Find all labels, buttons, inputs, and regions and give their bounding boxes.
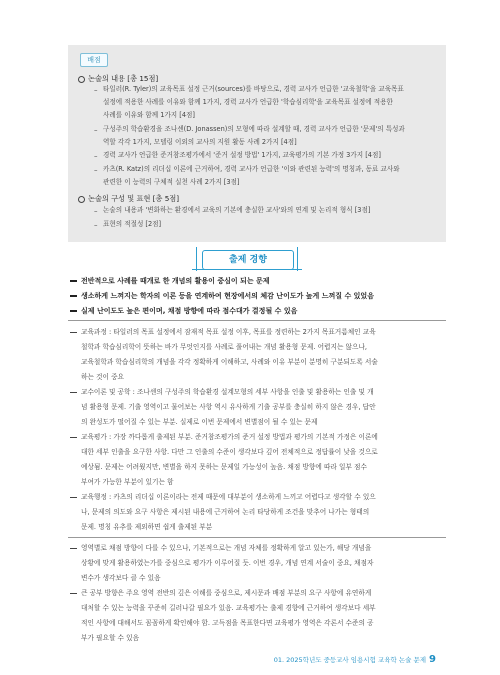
circle-bullet-icon: [78, 196, 85, 203]
score-item: 타일러(R. Tyler)의 교육목표 설정 근거(sources)를 바탕으로, 경력 교사가 언급한 '교육철학'을 교육목표: [103, 85, 404, 93]
analysis-evaluation: 교육평가 : 가장 까다롭게 출제된 부분. 준거참조평가의 준거 설정 방법과 평가의 기본적 가정은 이론에 대한 세부 인출을 요구한 사항. 다만 그 인출의 수준이 생각보다 깊어 전체적으로 정답률이 낮을 것으로 예상됨. 문제는 어려웠지만, 변별을 하지 못하는 문제일 가능성이 높음. 채점 방향에 따라 일부 점수 부여가 가능한 부분이 있기는 함: [70, 430, 438, 490]
page-footer: [274, 654, 436, 665]
score-item: 표현의 적절성 [2점]: [103, 220, 162, 228]
section-content-title: 논술의 내용 [총 15점]: [78, 74, 158, 84]
score-item: 구성주의 학습환경을 조나센(D. Jonassen)의 모형에 따라 설계할 때, 경력 교사가 언급한 '문제'의 특성과: [103, 125, 405, 133]
trend-badge: [192, 250, 302, 268]
note-scoring: 영역별로 채점 방향이 다를 수 있으나, 기본적으로는 개념 자체를 정확하게 알고 있는가, 해당 개념을 상황에 맞게 활용하였는가를 중심으로 평가가 이루어질 듯. 이번 경우, 개념 연계 서술이 중요, 채점자 변수가 생각보다 클 수 있음: [70, 541, 438, 586]
note-study: 큰 공부 방향은 주요 영역 전반의 깊은 이해를 중심으로, 제시문과 배점 부분의 요구 사항에 유연하게 대처할 수 있는 능력을 꾸준히 길러나갈 필요가 있음. 교육평가는 출제 경향에 근거하여 생각보다 세부 적인 사항에 대해서도 꼼꼼하게 확인해야 함. 고득점을 목표한다면 교육평가 영역은 각론서 수준의 공 부가 필요할 수 있음: [70, 586, 438, 646]
trend-badge-label: 출제 경향: [202, 250, 294, 270]
score-item: 경력 교사가 언급한 준거참조평가에서 '준거 설정 방법' 1가지, 교육평가의 기본 가정 3가지 [4점]: [103, 151, 381, 159]
score-item: 관련한 이 능력의 구체적 실천 사례 2가지 [3점]: [103, 178, 240, 186]
score-tag: 배점: [80, 53, 108, 67]
page: 배점 논술의 내용 [총 15점] – 타일러(R. Tyler)의 교육목표 설정 근거(sources)를 바탕으로, 경력 교사가 언급한 '교육철학'을 교육목표 설정에 적용한 사례를 이유와 함께 1가지, 경력 교사가 언급한 '학습심리학'을 교육목표 설정에 적용한 사례를 이유와 함께 1가지 [4점] – 구성주의 학습환경을 조나센(D. Jonassen)의 모형에 따라 설계할 때, 경력 교사가 언급한 '문제'의 특성과 역할 각각 1가지, 모델링 이외의 교사의 지원 활동 사례 2가지 [4점] – 경력 교사가 언급한 준거참조평가에서 '준거 설정 방법' 1가지, 교육평가의 기본 가정 3가지 [4점] – 카츠(R. Katz)의 리더십 이론에 근거하여, 경력 교사가 언급한 '이와 관련된 능력'의 명칭과, 동료 교사와 관련한 이 능력의 구체적 실천 사례 2가지 [3점] 논술의 구성 및 표현 [총 5점] – 논술의 내용과 '변화하는 환경에서 교육의 기본에 충실한 교사'와의 연계 및 논리적 형식 [3점] – 표현의 적절성 [2점] 출제 경향 전반적으로 사례를 때개로 한 개념의 활용이 중심이 되는 문제 생소하게 느껴지는 학자의 이론 등을 연계하여 현장에서의 체감 난이도가 높게 느껴질 수 있었음 실제 난이도도 높은 편이며, 채점 방향에 따라 점수대가 결정될 수 있음 교육과정 : 타일러의 목표 설정에서 잠재적 목표 설정 이후, 목표를 정련하는 2가지 목표거름체인 교육 철학과 학습심리학이 뜻하는 바가 무엇인지를 사례로 풀어내는 개념 활용형 문제. 어렵지는 않으나, 교육철학과 학습심리학의 개념을 각각 정확하게 이해하고, 사례와 이유 부분이 분명히 구분되도록 서술 하는 것이 중요 교수이론 및 공학 : 조나센의 구성주의 학습환경 설계모형의 세부 사항을 인출 및 활용하는 인출 및 개 념 활용형 문제. 기출 영역이고 물어보는 사항 역시 유사하게 기출 공부를 충실히 하지 않은 경우, 답안 의 완성도가 떨어질 수 있는 부분. 실제로 이번 문제에서 변별점이 될 수 있는 문제 교육평가 : 가장 까다롭게 출제된 부분. 준거참조평가의 준거 설정 방법과 평가의 기본적 가정은 이론에 대한 세부 인출을 요구한 사항. 다만 그 인출의 수준이 생각보다 깊어 전체적으로 정답률이 낮을 것으로 예상됨. 문제는 어려웠지만, 변별을 하지 못하는 문제일 가능성이 높음. 채점 방향에 따라 일부 점수 부여가 가능한 부분이 있기는 함 교육행정 : 카츠의 리더십 이론이라는 전제 때문에 대부분이 생소하게 느끼고 어렵다고 생각할 수 있으 나, 문제의 의도와 요구 사항은 제시된 내용에 근거하여 논리 타당하게 조건을 맞추어 나가는 형태의 문제. 명칭 유추를 제외하면 쉽게 출제된 부분 영역별로 채점 방향이 다를 수 있으나, 기본적으로는 개념 자체를 정확하게 알고 있는가, 해당 개념을 상황에 맞게 활용하였는가를 중심으로 평가가 이루어질 듯. 이번 경우, 개념 연계 서술이 중요, 채점자 변수가 생각보다 클 수 있음 큰 공부 방향은 주요 영역 전반의 깊은 이해를 중심으로, 제시문과 배점 부분의 요구 사항에 유연하게 대처할 수 있는 능력을 꾸준히 길러나갈 필요가 있음. 교육평가는 출제 경향에 근거하여 생각보다 세부 적인 사항에 대해서도 꼼꼼하게 확인해야 함. 고득점을 목표한다면 교육평가 영역은 각론서 수준의 공 부가 필요할 수 있음 01. 2025학년도 중등교사 임용시험 교육학 논술 문제 9: [0, 0, 500, 675]
section-form-title: 논술의 구성 및 표현 [총 5점]: [78, 194, 179, 204]
score-item: 논술의 내용과 '변화하는 환경에서 교육의 기본에 충실한 교사'와의 연계 및 논리적 형식 [3점]: [103, 206, 371, 214]
trend-item: 생소하게 느껴지는 학자의 이론 등을 연계하여 현장에서의 체감 난이도가 높게 느껴질 수 있었음: [70, 291, 374, 301]
score-item: 사례를 이유와 함께 1가지 [4점]: [103, 111, 195, 119]
analysis-curriculum: 교육과정 : 타일러의 목표 설정에서 잠재적 목표 설정 이후, 목표를 정련하는 2가지 목표거름체인 교육 철학과 학습심리학이 뜻하는 바가 무엇인지를 사례로 풀어내는 개념 활용형 문제. 어렵지는 않으나, 교육철학과 학습심리학의 개념을 각각 정확하게 이해하고, 사례와 이유 부분이 분명히 구분되도록 서술 하는 것이 중요: [70, 325, 438, 385]
score-item: 역할 각각 1가지, 모델링 이외의 교사의 지원 활동 사례 2가지 [4점]: [103, 138, 297, 146]
analysis-administration: 교육행정 : 카츠의 리더십 이론이라는 전제 때문에 대부분이 생소하게 느끼고 어렵다고 생각할 수 있으 나, 문제의 의도와 요구 사항은 제시된 내용에 근거하여 논리 타당하게 조건을 맞추어 나가는 형태의 문제. 명칭 유추를 제외하면 쉽게 출제된 부분: [70, 490, 438, 535]
circle-bullet-icon: [78, 76, 85, 83]
score-item: 설정에 적용한 사례를 이유와 함께 1가지, 경력 교사가 언급한 '학습심리학'을 교육목표 설정에 적용한: [103, 98, 393, 106]
analysis-instruction: 교수이론 및 공학 : 조나센의 구성주의 학습환경 설계모형의 세부 사항을 인출 및 활용하는 인출 및 개 념 활용형 문제. 기출 영역이고 물어보는 사항 역시 유사하게 기출 공부를 충실히 하지 않은 경우, 답안 의 완성도가 떨어질 수 있는 부분. 실제로 이번 문제에서 변별점이 될 수 있는 문제: [70, 385, 438, 430]
page-number: 9: [429, 654, 436, 665]
trend-item: 전반적으로 사례를 때개로 한 개념의 활용이 중심이 되는 문제: [70, 276, 270, 286]
trend-item: 실제 난이도도 높은 편이며, 채점 방향에 따라 점수대가 결정될 수 있음: [70, 306, 297, 316]
footer-title: 01. 2025학년도 중등교사 임용시험 교육학 논술 문제: [273, 656, 427, 664]
score-item: 카츠(R. Katz)의 리더십 이론에 근거하여, 경력 교사가 언급한 '이와 관련된 능력'의 명칭과, 동료 교사와: [103, 165, 400, 173]
